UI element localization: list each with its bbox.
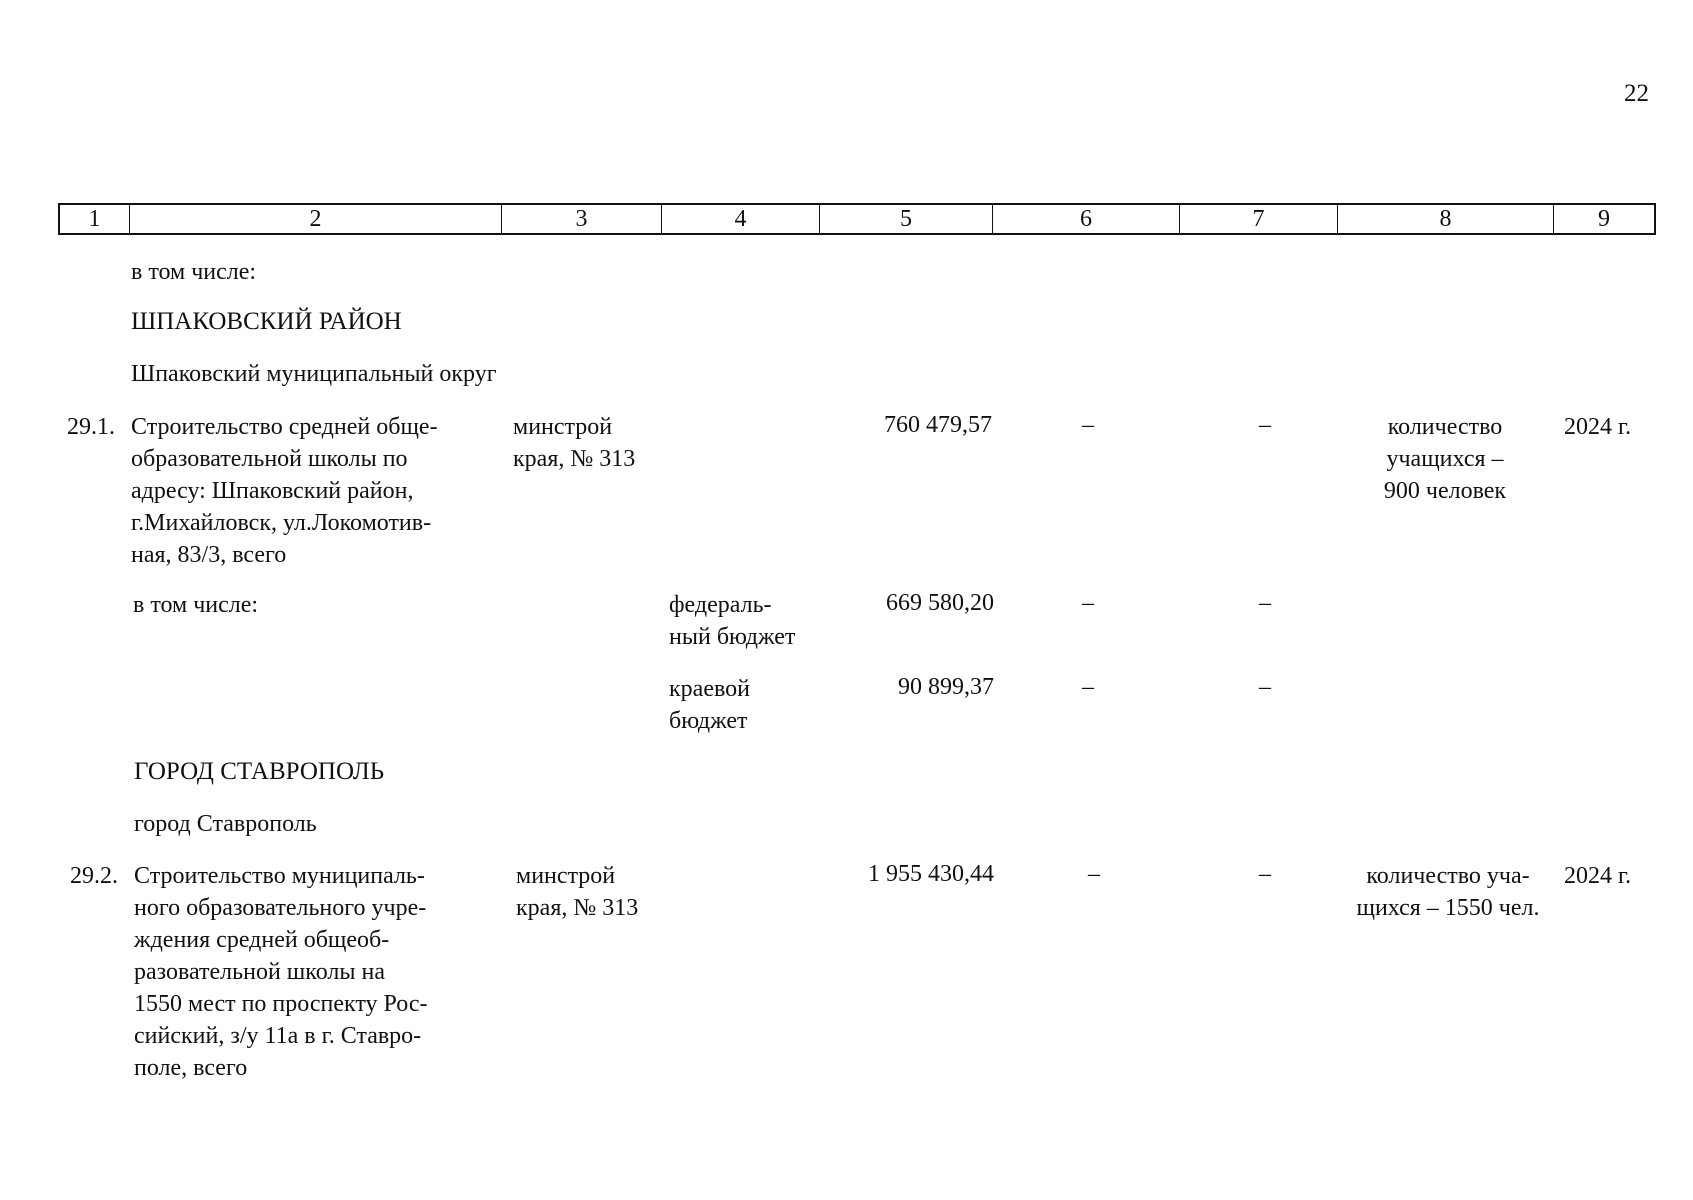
year: 2024 г.: [1564, 414, 1632, 440]
row-number: 29.1.: [67, 414, 115, 440]
header-cell-3: 3: [502, 205, 662, 233]
col7-value: –: [1259, 590, 1271, 616]
customer-line: минстрой: [513, 414, 613, 440]
object-name: [134, 860, 502, 1084]
col6-value: –: [1082, 590, 1094, 616]
customer-line: края, № 313: [516, 895, 639, 921]
city-heading: ГОРОД СТАВРОПОЛЬ: [134, 758, 385, 785]
col7-value: –: [1259, 861, 1271, 887]
header-cell-7: 7: [1180, 205, 1338, 233]
amount-total: 760 479,57: [884, 412, 992, 438]
header-cell-1: 1: [60, 205, 130, 233]
customer-line: края, № 313: [513, 446, 636, 472]
amount-regional: 90 899,37: [898, 674, 994, 700]
result-line: 900 человек: [1383, 478, 1507, 504]
source-federal-budget: [669, 589, 795, 653]
object-name-line: ного образовательного учре-: [134, 895, 427, 921]
amount-total: 1 955 430,44: [868, 861, 994, 887]
customer: [513, 411, 635, 475]
object-name-line: сийский, з/у 11а в г. Ставро-: [134, 1023, 422, 1049]
header-cell-5: 5: [820, 205, 993, 233]
object-name-line: Строительство средней обще-: [131, 414, 438, 440]
col6-value: –: [1082, 412, 1094, 438]
object-name-line: ная, 83/3, всего: [131, 542, 287, 568]
amount-federal: 669 580,20: [886, 590, 994, 616]
source-line: бюджет: [669, 708, 748, 734]
customer: [516, 860, 638, 924]
result-line: количество уча-: [1366, 863, 1530, 889]
result-line: щихся – 1550 чел.: [1356, 895, 1540, 921]
customer-line: минстрой: [516, 863, 616, 889]
source-line: ный бюджет: [669, 624, 796, 650]
row-number: 29.2.: [70, 863, 118, 889]
source-line: федераль-: [669, 592, 772, 618]
result-line: количество: [1387, 414, 1503, 440]
including-label: в том числе:: [131, 259, 257, 285]
source-line: краевой: [669, 676, 750, 702]
col6-value: –: [1088, 861, 1100, 887]
object-name: [131, 411, 499, 571]
result-line: учащихся –: [1386, 446, 1504, 472]
object-name-line: адресу: Шпаковский район,: [131, 478, 414, 504]
result-indicator: [1330, 860, 1566, 924]
col7-value: –: [1259, 412, 1271, 438]
object-name-line: поле, всего: [134, 1055, 248, 1081]
header-cell-6: 6: [993, 205, 1180, 233]
page-number: 22: [1624, 80, 1649, 107]
source-regional-budget: [669, 673, 750, 737]
municipality-heading: Шпаковский муниципальный округ: [131, 361, 497, 387]
col6-value: –: [1082, 674, 1094, 700]
object-name-line: разовательной школы на: [134, 959, 385, 985]
year: 2024 г.: [1564, 863, 1632, 889]
col7-value: –: [1259, 674, 1271, 700]
object-name-line: образовательной школы по: [131, 446, 408, 472]
result-indicator: [1334, 411, 1556, 507]
header-cell-4: 4: [662, 205, 820, 233]
object-name-line: Строительство муниципаль-: [134, 863, 425, 889]
object-name-line: г.Михайловск, ул.Локомотив-: [131, 510, 432, 536]
object-name-line: ждения средней общеоб-: [134, 927, 390, 953]
including-label: в том числе:: [133, 592, 259, 618]
header-cell-8: 8: [1338, 205, 1554, 233]
object-name-line: 1550 мест по проспекту Рос-: [134, 991, 428, 1017]
district-heading: ШПАКОВСКИЙ РАЙОН: [131, 308, 402, 335]
header-cell-2: 2: [130, 205, 502, 233]
table-header-row: [58, 203, 1656, 235]
header-cell-9: 9: [1598, 206, 1610, 232]
city-subheading: город Ставрополь: [134, 811, 317, 837]
